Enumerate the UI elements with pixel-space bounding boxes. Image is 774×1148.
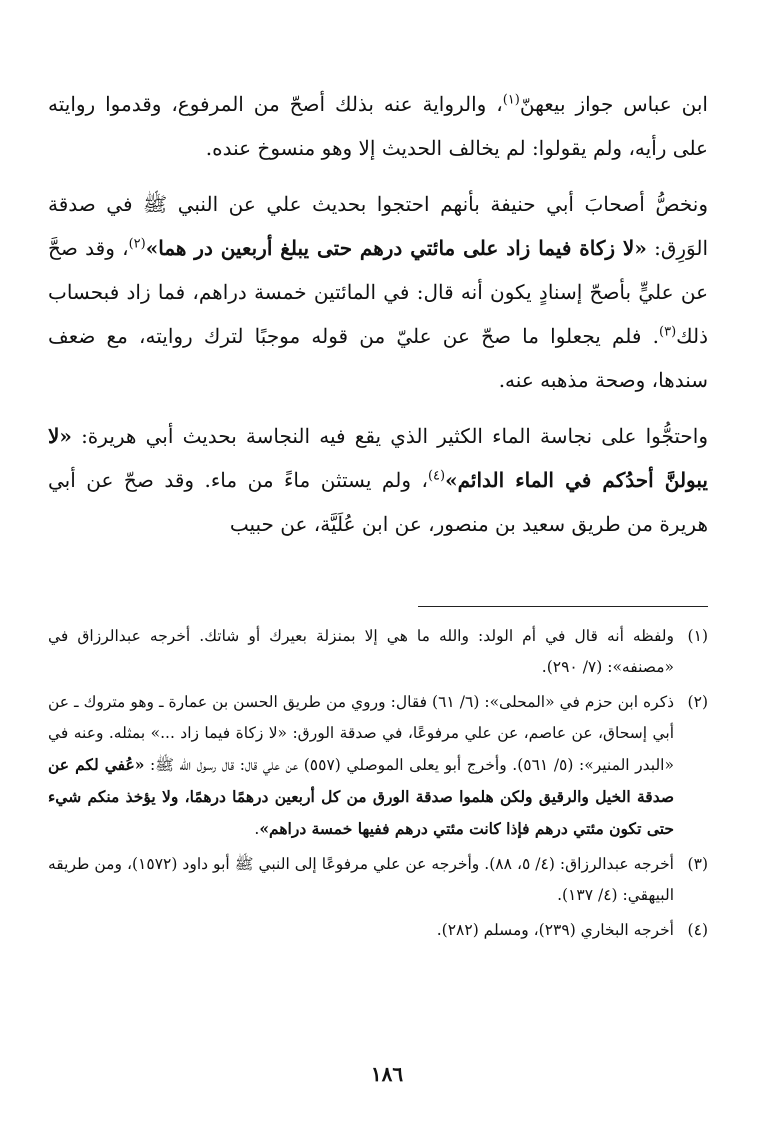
paragraph-2 [48, 182, 708, 402]
footnote-4-text: أخرجه البخاري (٢٣٩)، ومسلم (٢٨٢). [436, 921, 674, 939]
footnote-2-text-a: ذكره ابن حزم في «المحلى»: (٦/ ٦١) فقال: وروي من طريق الحسن بن عمارة ـ وهو متروك ـ عن أبي إسحاق، عن عاصم، عن علي مرفوعًا، في صدقة الورق: «لا زكاة فيما زاد ...» بمثله. وعنه في «البدر المنير»: (٥/ ٥٦١). وأخرج أبو يعلى الموصلي (٥٥٧) عن علي قال: قال رسول الله ﷺ: [48, 693, 674, 774]
footnote-2-number: (٢) [687, 693, 708, 711]
footnote-ref-1[interactable]: (١) [502, 92, 520, 108]
p1-text-a: ابن عباس جواز بيعهنّ [519, 92, 708, 116]
footnote-divider [418, 606, 708, 607]
footnote-2 [48, 687, 708, 845]
footnote-3 [48, 849, 708, 911]
footnote-2-hadith: «عُفي لكم عن صدقة الخيل والرقيق ولكن هلموا صدقة الورق من كل أربعين درهمًا درهمًا، ولا يؤخذ منكم شيء حتى تكون مئتي درهم فإذا كانت مئتي درهم ففيها خمسة دراهم» [48, 755, 674, 838]
footnote-ref-2[interactable]: (٢) [128, 236, 146, 252]
footnote-1 [48, 621, 708, 683]
page-number: ١٨٦ [370, 1062, 404, 1086]
footnote-2-text-b: . [254, 820, 260, 838]
footnotes [48, 621, 708, 946]
footnote-ref-3[interactable]: (٣) [659, 324, 677, 340]
footnote-1-number: (١) [687, 627, 708, 645]
footnote-2-text [48, 687, 674, 845]
footnote-ref-4[interactable]: (٤) [427, 468, 446, 484]
main-text [48, 82, 708, 546]
footnote-4 [48, 915, 708, 946]
p3-hadith-quote: «لا يبولنَّ أحدُكم في الماء الدائم» [48, 424, 708, 492]
paragraph-3 [48, 414, 708, 546]
p3-text-b: ، ولم يستثن ماءً من ماء. وقد صحّ عن أبي هريرة من طريق سعيد بن منصور، عن ابن عُلَيَّة، عن حبيب [48, 468, 708, 536]
p3-text-a: واحتجُّوا على نجاسة الماء الكثير الذي يقع فيه النجاسة بحديث أبي هريرة: [71, 424, 708, 448]
p2-text-a: ونخصُّ أصحابَ أبي حنيفة بأنهم احتجوا بحديث علي عن النبي ﷺ في صدقة الوَرِق: [48, 192, 708, 260]
footnote-4-number: (٤) [687, 921, 708, 939]
p2-hadith-quote: «لا زكاة فيما زاد على مائتي درهم حتى يبلغ أربعين در هما» [145, 236, 647, 260]
p2-text-c: . فلم يجعلوا ما صحّ عن عليّ من قوله موجبًا لترك روايته، مع ضعف سندها، وصحة مذهبه عنه. [48, 324, 708, 392]
p2-text-b: ، وقد صحَّ عن عليٍّ بأصحّ إسنادٍ يكون أنه قال: في المائتين خمسة دراهم، فما زاد فبحساب ذلك [48, 236, 708, 348]
paragraph-1 [48, 82, 708, 170]
footnote-3-text: أخرجه عبدالرزاق: (٤/ ٥، ٨٨). وأخرجه عن علي مرفوعًا إلى النبي ﷺ أبو داود (١٥٧٢)، ومن طريقه البيهقي: (٤/ ١٣٧). [48, 855, 674, 904]
footnote-3-number: (٣) [687, 855, 708, 873]
footnote-1-text: ولفظه أنه قال في أم الولد: والله ما هي إلا بمنزلة بعيرك أو شاتك. أخرجه عبدالرزاق في «مصنفه»: (٧/ ٢٩٠). [48, 627, 674, 676]
p1-text-b: ، والرواية عنه بذلك أصحّ من المرفوع، وقدموا روايته على رأيه، ولم يقولوا: لم يخالف الحديث إلا وهو منسوخ عنده. [48, 92, 708, 160]
